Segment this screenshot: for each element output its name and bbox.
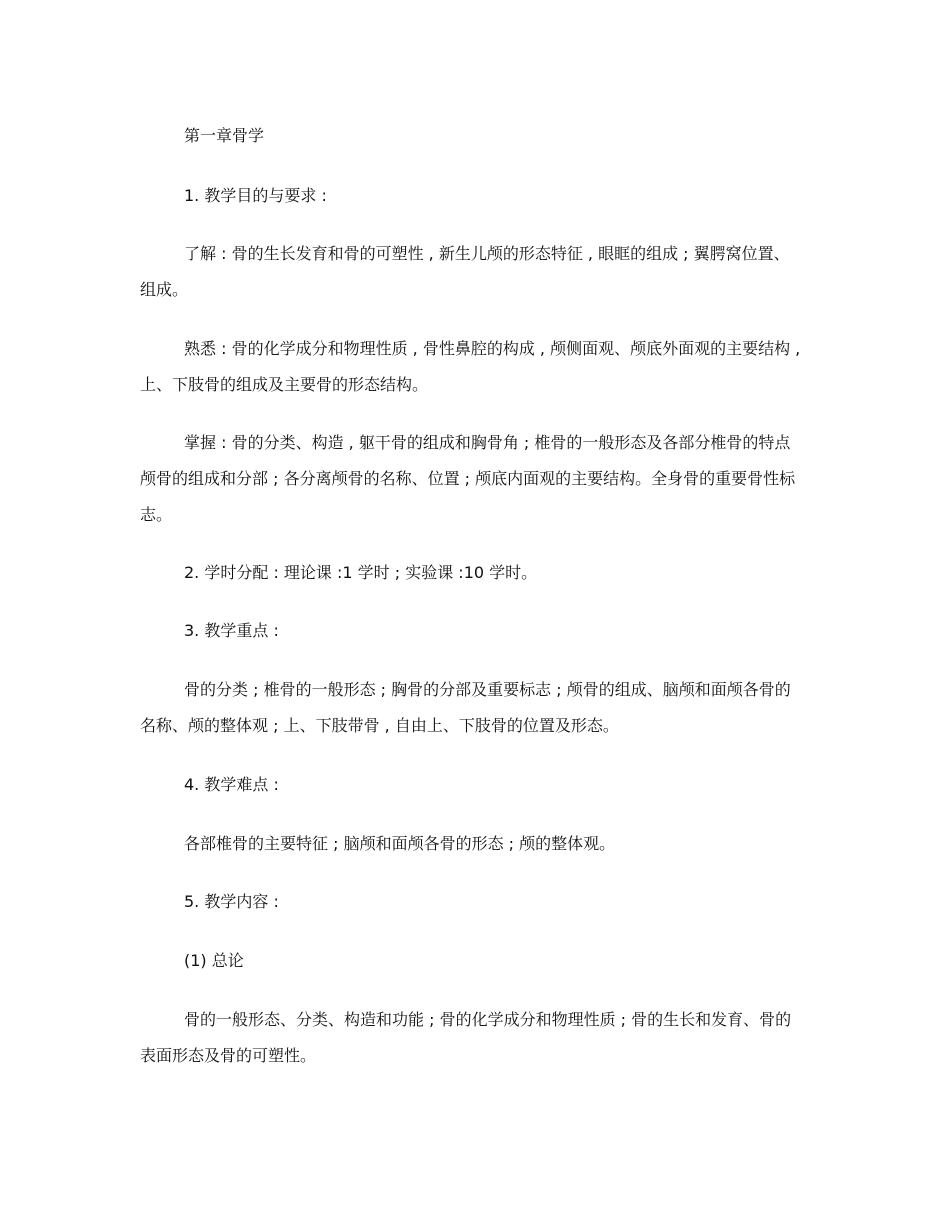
understand-paragraph: 了解 : 骨的生长发育和骨的可塑性 , 新生儿颅的形态特征 , 眼眶的组成 ; 翼腭窝位置、组成。 [140,244,790,299]
section-3-heading: 3. 教学重点 : [184,621,279,640]
key-points-paragraph: 骨的分类 ; 椎骨的一般形态 ; 胸骨的分部及重要标志 ; 颅骨的组成、脑颅和面颅各骨的名称、颅的整体观 ; 上、下肢带骨 , 自由上、下肢骨的位置及形态。 [140,680,791,735]
subsection-1-heading: (1) 总论 [184,951,244,970]
familiar-paragraph: 熟悉 : 骨的化学成分和物理性质 , 骨性鼻腔的构成 , 颅侧面观、颅底外面观的主要结构 , 上、下肢骨的组成及主要骨的形态结构。 [140,339,801,394]
master-paragraph: 掌握 : 骨的分类、构造 , 躯干骨的组成和胸骨角 ; 椎骨的一般形态及各部分椎骨的特点颅骨的组成和分部 ; 各分离颅骨的名称、位置 ; 颅底内面观的主要结构。全身骨的重要骨性标志。 [140,433,796,524]
section-5-heading: 5. 教学内容 : [184,892,279,911]
difficulties-paragraph: 各部椎骨的主要特征 ; 脑颅和面颅各骨的形态 ; 颅的整体观。 [184,834,616,853]
section-4-heading: 4. 教学难点 : [184,775,279,794]
chapter-title: 第一章骨学 [184,126,265,145]
section-2-heading: 2. 学时分配 : 理论课 :1 学时 ; 实验课 :10 学时。 [184,563,538,582]
overview-paragraph: 骨的一般形态、分类、构造和功能 ; 骨的化学成分和物理性质 ; 骨的生长和发育、骨的表面形态及骨的可塑性。 [140,1010,792,1065]
section-1-heading: 1. 教学目的与要求 : [184,186,327,205]
